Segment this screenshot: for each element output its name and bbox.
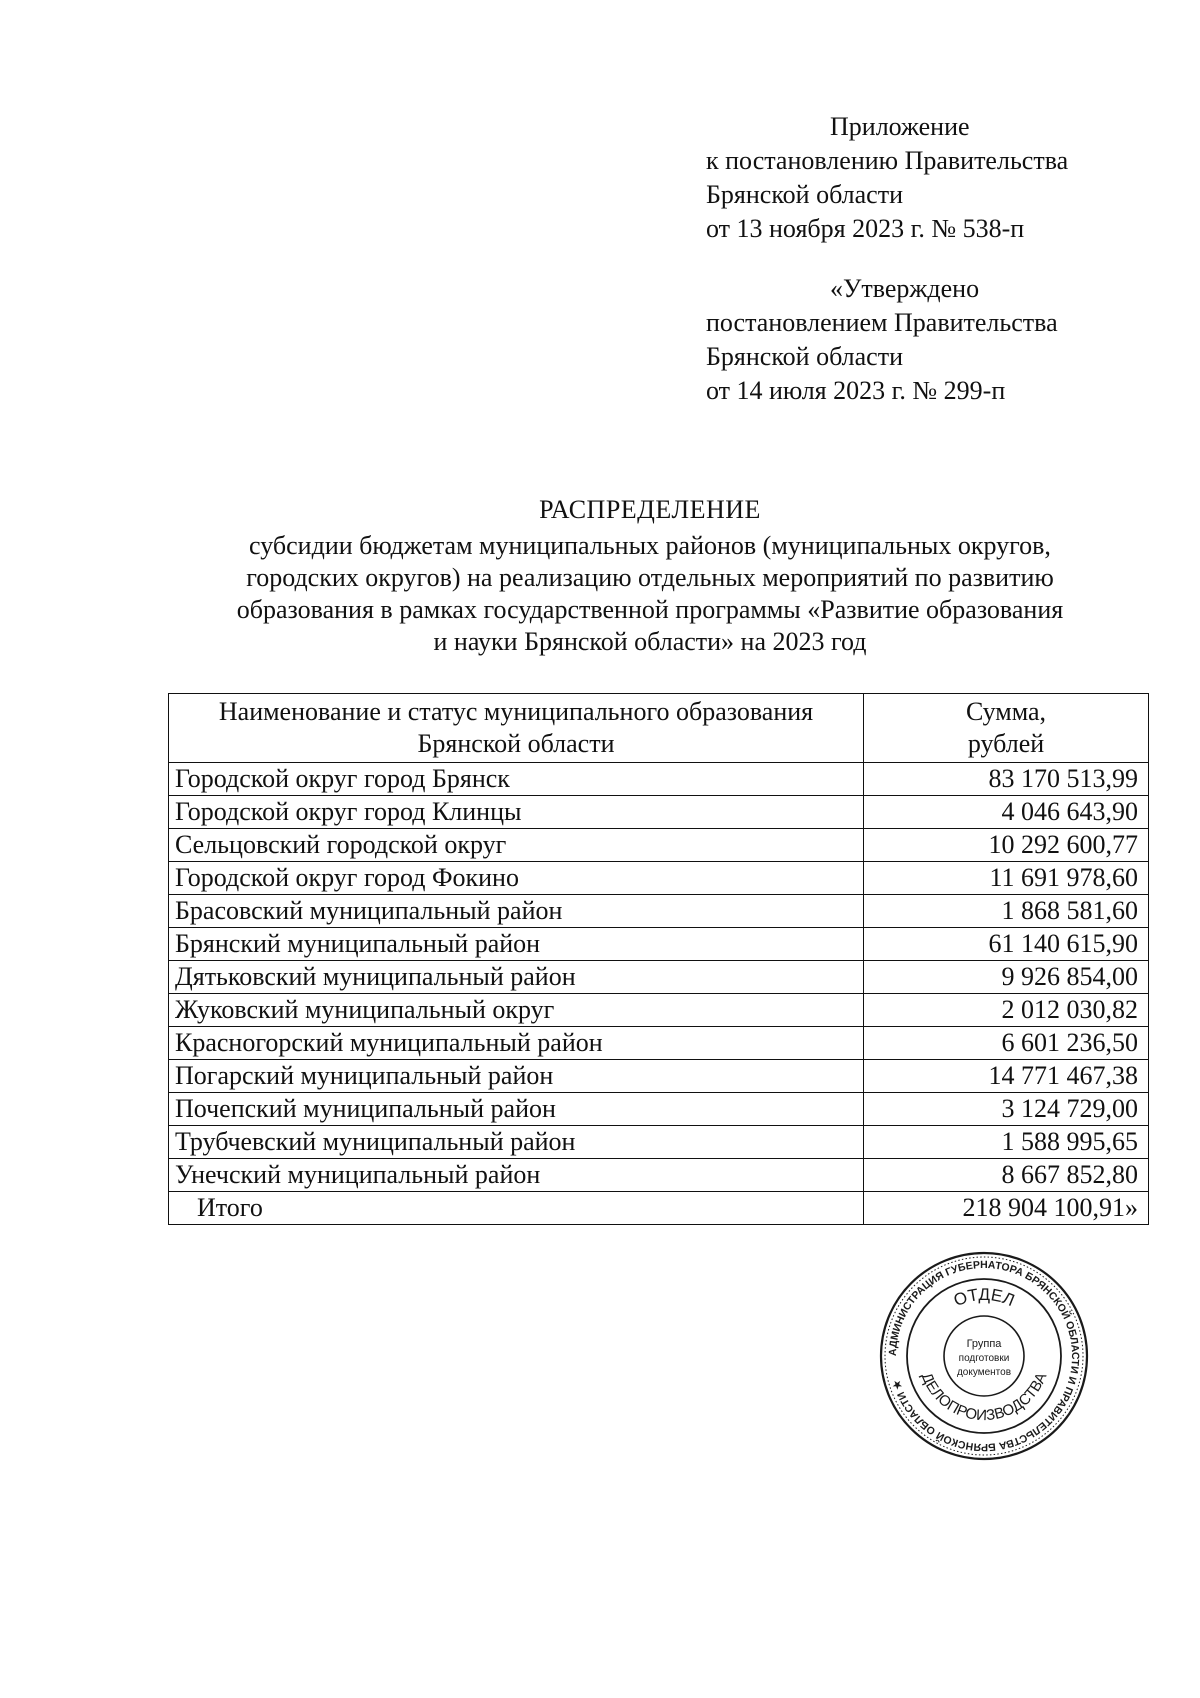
seal-office-text: [918, 1370, 1051, 1424]
approved-header: [706, 272, 1058, 408]
municipality-name: Унечский муниципальный район: [169, 1159, 864, 1192]
seal-department-text: [951, 1285, 1017, 1310]
seal-graphic: [878, 1250, 1090, 1462]
table-row: [169, 961, 1149, 994]
approved-resolution-ref: постановлением Правительства: [706, 308, 1058, 337]
approved-date-number: от 14 июля 2023 г. № 299-п: [706, 376, 1006, 405]
table-row: [169, 1159, 1149, 1192]
table-header-row: [169, 694, 1149, 763]
header-amount-line1: Сумма,: [965, 697, 1047, 726]
header-amount: [864, 694, 1149, 763]
header-municipality: [169, 694, 864, 763]
table-row: [169, 1126, 1149, 1159]
subtitle-line: городских округов) на реализацию отдельных мероприятий по развитию: [246, 563, 1054, 592]
subsidy-amount: 10 292 600,77: [864, 829, 1149, 862]
seal-center-line2: подготовки: [958, 1353, 1010, 1364]
municipality-name: Почепский муниципальный район: [169, 1093, 864, 1126]
subsidy-amount: 1 588 995,65: [864, 1126, 1149, 1159]
municipality-name: Жуковский муниципальный округ: [169, 994, 864, 1027]
subsidy-amount: 83 170 513,99: [864, 763, 1149, 796]
table-row: [169, 1093, 1149, 1126]
subsidy-amount: 6 601 236,50: [864, 1027, 1149, 1060]
appendix-resolution-ref: к постановлению Правительства: [706, 146, 1069, 175]
seal-center-line1: Группа: [966, 1338, 1002, 1350]
table-row: [169, 862, 1149, 895]
subsidy-amount: 4 046 643,90: [864, 796, 1149, 829]
seal-outer-path: АДМИНИСТРАЦИЯ ГУБЕРНАТОРА БРЯНСКОЙ ОБЛАСТИ И ПРАВИТЕЛЬСТВА БРЯНСКОЙ ОБЛАСТИ ★: [886, 1258, 1082, 1454]
seal-office-path: ДЕЛОПРОИЗВОДСТВА: [917, 1370, 1051, 1425]
header-municipality-line1: Наименование и статус муниципального образования: [218, 697, 814, 726]
subsidy-amount: 3 124 729,00: [864, 1093, 1149, 1126]
subtitle-line: образования в рамках государственной программы «Развитие образования: [236, 595, 1064, 624]
total-label: Итого: [169, 1192, 864, 1225]
municipality-name: Городской округ город Клинцы: [169, 796, 864, 829]
document-title: РАСПРЕДЕЛЕНИЕ: [539, 495, 761, 524]
appendix-region: Брянской области: [706, 180, 903, 209]
municipality-name: Дятьковский муниципальный район: [169, 961, 864, 994]
seal-center-line3: документов: [956, 1367, 1012, 1378]
table-row: [169, 1027, 1149, 1060]
subtitle-line: и науки Брянской области» на 2023 год: [433, 627, 867, 656]
subtitle-line: субсидии бюджетам муниципальных районов (муниципальных округов,: [249, 531, 1051, 560]
subsidy-amount: 11 691 978,60: [864, 862, 1149, 895]
municipality-name: Сельцовский городской округ: [169, 829, 864, 862]
total-row: [169, 1192, 1149, 1225]
approved-region: Брянской области: [706, 342, 903, 371]
appendix-header: [706, 110, 1068, 246]
table-row: [169, 796, 1149, 829]
subsidy-amount: 9 926 854,00: [864, 961, 1149, 994]
appendix-label: Приложение: [830, 112, 970, 141]
municipality-name: Погарский муниципальный район: [169, 1060, 864, 1093]
table-row: [169, 1060, 1149, 1093]
table-row: [169, 994, 1149, 1027]
total-amount: 218 904 100,91»: [864, 1192, 1149, 1225]
municipality-name: Трубчевский муниципальный район: [169, 1126, 864, 1159]
seal-department-path: ОТДЕЛ: [951, 1284, 1018, 1311]
subsidy-amount: 14 771 467,38: [864, 1060, 1149, 1093]
subsidy-amount: 61 140 615,90: [864, 928, 1149, 961]
subsidy-amount: 8 667 852,80: [864, 1159, 1149, 1192]
subsidy-amount: 2 012 030,82: [864, 994, 1149, 1027]
official-seal: [878, 1250, 1090, 1462]
table-row: [169, 928, 1149, 961]
header-municipality-line2: Брянской области: [417, 729, 615, 758]
municipality-name: Городской округ город Фокино: [169, 862, 864, 895]
document-subtitle: [150, 530, 1150, 658]
appendix-date-number: от 13 ноября 2023 г. № 538-п: [706, 214, 1025, 243]
subsidy-amount: 1 868 581,60: [864, 895, 1149, 928]
municipality-name: Брянский муниципальный район: [169, 928, 864, 961]
municipality-name: Брасовский муниципальный район: [169, 895, 864, 928]
header-amount-line2: рублей: [967, 729, 1045, 758]
approved-label: «Утверждено: [830, 274, 980, 303]
distribution-table: [168, 693, 1149, 1225]
table-row: [169, 829, 1149, 862]
municipality-name: Красногорский муниципальный район: [169, 1027, 864, 1060]
table-row: [169, 895, 1149, 928]
municipality-name: Городской округ город Брянск: [169, 763, 864, 796]
table-row: [169, 763, 1149, 796]
